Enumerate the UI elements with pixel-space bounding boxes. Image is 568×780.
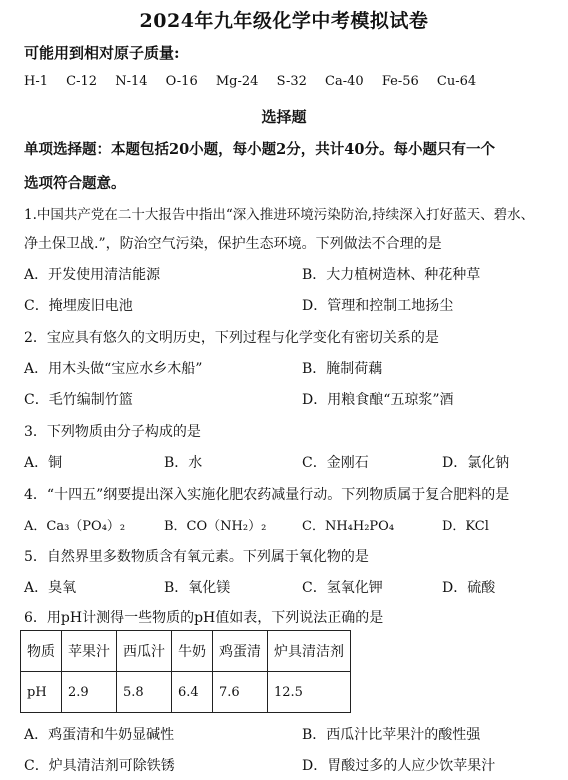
- question-1-option-d[interactable]: D．管理和控制工地扬尘: [302, 298, 454, 314]
- atomic-mass: S-32: [276, 74, 307, 89]
- atomic-mass: N-14: [115, 74, 148, 89]
- exam-title: 2024年九年级化学中考模拟试卷: [139, 10, 429, 32]
- table-header-cell: 牛奶: [172, 631, 213, 672]
- atomic-mass: C-12: [66, 74, 98, 89]
- atomic-mass-list: [24, 74, 490, 89]
- table-header-cell: 苹果汁: [62, 631, 117, 672]
- ph-table-value-row: [21, 672, 351, 713]
- atomic-mass: Fe-56: [381, 74, 419, 89]
- question-6-option-c[interactable]: C．炉具清洁剂可除铁锈: [24, 758, 175, 774]
- question-1-stem: 1.中国共产党在二十大报告中指出“深入推进环境污染防治,持续深入打好蓝天、碧水、: [24, 207, 535, 223]
- question-2-option-c[interactable]: C．毛竹编制竹篮: [24, 392, 133, 408]
- table-cell: pH: [21, 672, 62, 713]
- ph-table: [20, 630, 351, 713]
- question-2-stem: 2．宝应具有悠久的文明历史，下列过程与化学变化有密切关系的是: [24, 330, 439, 346]
- question-5-option-c[interactable]: C．氢氧化钾: [302, 580, 383, 596]
- question-4-option-b[interactable]: B．CO（NH₂）₂: [164, 519, 267, 534]
- instructions-line-1: 单项选择题：本题包括20小题，每小题2分，共计40分。每小题只有一个: [24, 141, 495, 158]
- atomic-mass: H-1: [24, 74, 49, 89]
- question-5-stem: 5．自然界里多数物质含有氧元素。下列属于氧化物的是: [24, 549, 369, 565]
- question-6-stem: 6．用pH计测得一些物质的pH值如表，下列说法正确的是: [24, 610, 384, 626]
- question-6-option-a[interactable]: A．鸡蛋清和牛奶显碱性: [24, 727, 175, 743]
- question-5-option-d[interactable]: D．硫酸: [442, 580, 496, 596]
- question-4-option-d[interactable]: D．KCl: [442, 519, 489, 534]
- table-cell: 5.8: [117, 672, 172, 713]
- question-3-option-a[interactable]: A．铜: [24, 455, 63, 471]
- atomic-mass: Cu-64: [436, 74, 477, 89]
- atomic-mass-heading: 可能用到相对原子质量:: [24, 44, 180, 62]
- question-2-option-b[interactable]: B．腌制荷藕: [302, 361, 383, 377]
- table-header-cell: 炉具清洁剂: [268, 631, 351, 672]
- table-header-cell: 西瓜汁: [117, 631, 172, 672]
- question-1-option-b[interactable]: B．大力植树造林、种花种草: [302, 267, 481, 283]
- question-3-stem: 3．下列物质由分子构成的是: [24, 424, 201, 440]
- question-2-option-a[interactable]: A．用木头做“宝应水乡木船”: [24, 361, 203, 377]
- question-6-option-d[interactable]: D．胃酸过多的人应少饮苹果汁: [302, 758, 496, 774]
- question-3-option-c[interactable]: C．金刚石: [302, 455, 369, 471]
- question-4-option-a[interactable]: A．Ca₃（PO₄）₂: [24, 519, 126, 534]
- question-4-stem: 4．“十四五”纲要提出深入实施化肥农药减量行动。下列物质属于复合肥料的是: [24, 487, 510, 503]
- section-title: 选择题: [261, 108, 307, 126]
- atomic-mass: Ca-40: [325, 74, 364, 89]
- question-2-option-d[interactable]: D．用粮食酿“五琼浆”酒: [302, 392, 454, 408]
- question-1-option-c[interactable]: C．掩埋废旧电池: [24, 298, 133, 314]
- instructions-line-2: 选项符合题意。: [24, 175, 126, 192]
- question-1-option-a[interactable]: A．开发使用清洁能源: [24, 267, 161, 283]
- table-header-cell: 鸡蛋清: [213, 631, 268, 672]
- question-5-option-a[interactable]: A．臭氧: [24, 580, 77, 596]
- atomic-mass: Mg-24: [215, 74, 259, 89]
- atomic-mass: O-16: [165, 74, 198, 89]
- ph-table-header-row: [21, 631, 351, 672]
- table-cell: 7.6: [213, 672, 268, 713]
- question-1-stem-2: 净土保卫战.”，防治空气污染，保护生态环境。下列做法不合理的是: [24, 236, 442, 252]
- question-3-option-b[interactable]: B．水: [164, 455, 203, 471]
- table-cell: 12.5: [268, 672, 351, 713]
- table-cell: 6.4: [172, 672, 213, 713]
- question-4-option-c[interactable]: C．NH₄H₂PO₄: [302, 519, 395, 534]
- table-header-cell: 物质: [21, 631, 62, 672]
- question-3-option-d[interactable]: D．氯化钠: [442, 455, 510, 471]
- table-cell: 2.9: [62, 672, 117, 713]
- question-6-option-b[interactable]: B．西瓜汁比苹果汁的酸性强: [302, 727, 481, 743]
- question-5-option-b[interactable]: B．氧化镁: [164, 580, 231, 596]
